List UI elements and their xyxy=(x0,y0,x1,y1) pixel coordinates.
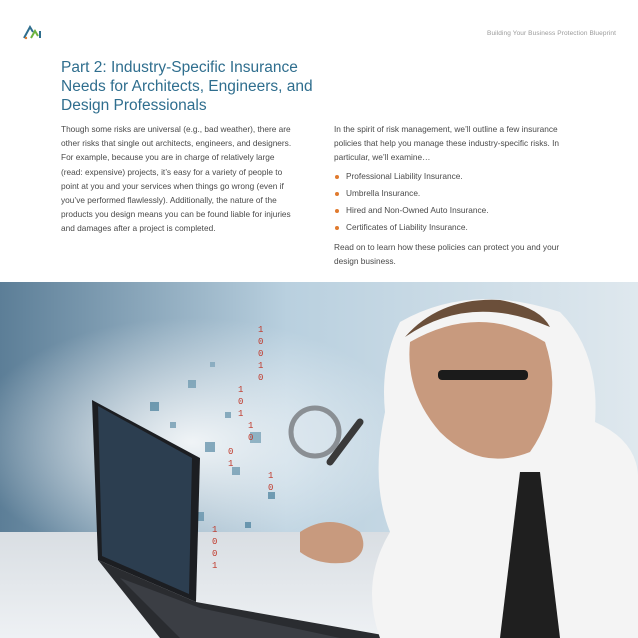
running-header: Building Your Business Protection Blueprint xyxy=(487,30,616,37)
digit-text: 0 xyxy=(238,397,244,407)
digit-text: 1 xyxy=(268,471,274,481)
photo-man-with-magnifier-laptop xyxy=(0,282,638,638)
digit-text: 1 xyxy=(238,385,244,395)
digit-text: 1 xyxy=(238,409,244,419)
digit-text: 0 xyxy=(258,349,264,359)
digit-text: 1 xyxy=(258,325,264,335)
digit-text: 1 xyxy=(212,561,218,571)
list-item: Professional Liability Insurance. xyxy=(334,168,584,185)
digit-text: 0 xyxy=(212,549,218,559)
section-title: Part 2: Industry-Specific Insurance Needs for Architects, Engineers, and Design Professionals xyxy=(61,59,313,114)
intro-paragraph: In the spirit of risk management, we’ll outline a few insurance policies that help you manage these industry-specific risks. In particular, we’ll examine… xyxy=(334,124,560,163)
digit-text: 1 xyxy=(212,525,218,535)
right-column xyxy=(334,122,584,268)
digit-text: 1 xyxy=(258,361,264,371)
list-item: Certificates of Liability Insurance. xyxy=(334,219,584,236)
policy-list xyxy=(334,168,584,236)
digit-text: 0 xyxy=(228,447,234,457)
list-item: Hired and Non-Owned Auto Insurance. xyxy=(334,202,584,219)
list-item: Umbrella Insurance. xyxy=(334,185,584,202)
digit-text: 0 xyxy=(248,433,254,443)
digit-text: 0 xyxy=(268,483,274,493)
left-column xyxy=(61,122,293,236)
digit-text: 1 xyxy=(248,421,254,431)
closing-paragraph: Read on to learn how these policies can protect you and your design business. xyxy=(334,241,560,266)
digit-text: 0 xyxy=(258,337,264,347)
digit-text: 1 xyxy=(228,459,234,469)
digit-text: 0 xyxy=(258,373,264,383)
company-logo-icon xyxy=(22,24,44,40)
digit-text: 0 xyxy=(212,537,218,547)
left-paragraph: Though some risks are universal (e.g., bad weather), there are other risks that single out architects, engineers, and designers. For example, because you are in charge of relatively large (read: expensive) projects, it’s easy for a variety of people to point at you and your services when things go wrong (even if you’ve performed flawlessly). Additionally, the nature of the products you design means you can be found liable for injuries and damages after a project is completed. xyxy=(61,124,292,234)
